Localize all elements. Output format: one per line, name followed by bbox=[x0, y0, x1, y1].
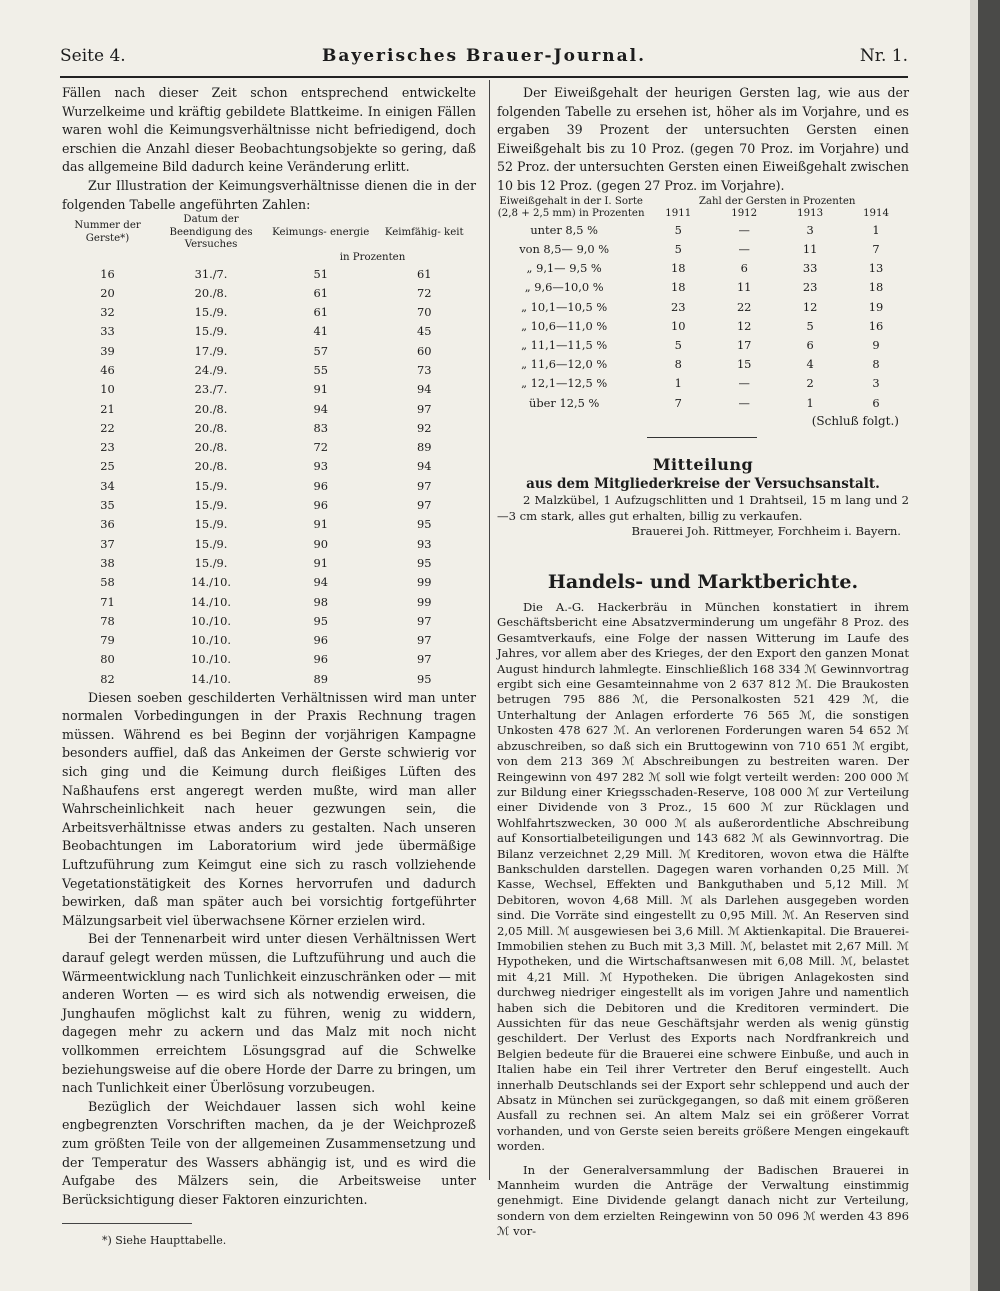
table-row bbox=[497, 393, 909, 412]
col-header: Datum der Beendigung des Versuches bbox=[169, 214, 253, 251]
table-cell: 46 bbox=[100, 362, 115, 377]
section-title: Handels- und Marktberichte. bbox=[547, 571, 859, 594]
table-cell: 15./9. bbox=[194, 555, 228, 570]
table-cell: 1 bbox=[806, 395, 814, 410]
table-cell: 33 bbox=[100, 324, 115, 339]
table-cell: 12 bbox=[736, 318, 752, 333]
germination-table bbox=[62, 214, 476, 689]
table-cell: „ 11,1—11,5 % bbox=[521, 337, 608, 352]
table-row bbox=[497, 336, 909, 355]
table-cell: 20./8. bbox=[194, 440, 228, 455]
table-cell: 95 bbox=[416, 517, 432, 532]
table-cell: 23 bbox=[100, 440, 115, 455]
table-row bbox=[62, 592, 476, 611]
table-cell: 51 bbox=[313, 266, 328, 281]
table-cell: 72 bbox=[416, 285, 432, 300]
table-cell: 94 bbox=[416, 459, 432, 474]
table-cell: „ 9,1— 9,5 % bbox=[526, 261, 602, 276]
paragraph: Die A.-G. Hackerbräu in München konstatiert in ihrem Geschäftsbericht eine Absatzverminderung um ungefähr 8 Proz. des Gesamtverkaufs, eine Folge der nassen Witterung im Laufe des Jahres, vor allem aber des Krieges, der den Export den ganzen Monat August hindurch lahmlegte. Einschließlich 168 334 ℳ Gewinnvortrag ergibt sich eine Gesamteinnahme von 2 637 812 ℳ. Die Braukosten betrugen 795 886 ℳ, die Personalkosten 521 429 ℳ, die Unterhaltung der Anlagen erforderte 76 565 ℳ, die sonstigen Unkosten 478 627 ℳ. An verlorenen Forderungen waren 54 652 ℳ abzuschreiben, so daß sich ein Bruttogewinn von 710 651 ℳ ergibt, von dem 213 369 ℳ Abschreibungen zu bestreiten waren. Der Reingewinn von 497 282 ℳ soll wie folgt verteilt werden: 200 000 ℳ zur Bildung einer Kriegsschaden-Reserve, 108 000 ℳ zur Verteilung einer Dividende von 3 Proz., 15 600 ℳ zur Rücklagen und Wohlfahrtszwecken, 30 000 ℳ als außerordentliche Abschreibung auf Konsortialbeteiligungen und 143 682 ℳ als Gewinnvortrag. Die Bilanz verzeichnet 2,29 Mill. ℳ Kreditoren, wovon etwa die Hälfte Bankschulden darstellen. Dagegen waren vorhanden 0,25 Mill. ℳ Kasse, Wechsel, Effekten und Bankguthaben und 5,12 Mill. ℳ Debitoren, wovon 4,68 Mill. ℳ als Darlehen ausgegeben worden sind. Die Vorräte sind eingestellt zu 0,95 Mill. ℳ. An Reserven sind 2,05 Mill. ℳ ausgewiesen bei 3,6 Mill. ℳ Aktienkapital. Die Brauerei-Immobilien stehen zu Buch mit 3,3 Mill. ℳ, belastet mit 2,67 Mill. ℳ Hypotheken, und die Wirtschaftsanwesen mit 6,08 Mill. ℳ, belastet mit 4,21 Mill. ℳ Hypotheken. Die übrigen Anlagekosten sind durchweg niedriger eingestellt als im vorigen Jahre und namentlich haben sich die Debitoren und die Kreditoren vermindert. Die Aussichten für das neue Geschäftsjahr werden als wenig günstig geschildert. Der Verlust des Exports nach Nordfrankreich und Belgien bedeute für die Brauerei eine schwere Einbuße, und auch in Italien habe ein Teil ihrer Vertreter den Beruf eingestellt. Auch innerhalb Deutschlands sei der Export sehr schleppend und auch der Absatz in München sei zurückgegangen, so daß mit einem größeren Ausfall zu rechnen sei. An altem Malz sei ein größerer Vorrat vorhanden, und von Gerste seien bereits größere Mengen eingekauft worden. bbox=[497, 600, 909, 1154]
table-cell: 97 bbox=[416, 498, 432, 513]
column-divider bbox=[489, 80, 490, 1180]
table-cell: 99 bbox=[416, 575, 432, 590]
notice-signature: Brauerei Joh. Rittmeyer, Forchheim i. Bayern. bbox=[631, 524, 901, 539]
table-cell: 10./10. bbox=[190, 652, 232, 667]
table-cell: 94 bbox=[416, 382, 432, 397]
table-row bbox=[497, 221, 909, 240]
table-cell: 6 bbox=[740, 261, 748, 276]
table-cell: 90 bbox=[313, 536, 328, 551]
table-cell: 34 bbox=[100, 478, 115, 493]
table-cell: 24./9. bbox=[194, 362, 228, 377]
table-row bbox=[62, 631, 476, 650]
table-cell: 18 bbox=[671, 280, 686, 295]
year-label: 1911 bbox=[665, 208, 692, 220]
table-cell: 20./8. bbox=[194, 459, 228, 474]
col-header: Eiweißgehalt in der I. Sorte (2,8 + 2,5 mm) in Prozenten bbox=[497, 195, 645, 220]
paragraph: Bei der Tennenarbeit wird unter diesen Verhältnissen Wert darauf gelegt werden müssen, die Luftzuführung und auch die Wärmeentwicklung nach Tunlichkeit einzuschränken oder — mit anderen Worten — es wird sich als notwendig erweisen, die Junghaufen möglichst kalt zu führen, wenig zu widdern, dagegen mehr zu ackern und das Malz mit noch nicht vollkommen erreichtem Lösungsgrad auf die Schwelke beziehungsweise auf die obere Horde der Darre zu bringen, um nach Tunlichkeit einer Überlösung vorzubeugen. bbox=[62, 931, 476, 1096]
table-row bbox=[62, 650, 476, 669]
paragraph: Zur Illustration der Keimungsverhältnisse dienen die in der folgenden Tabelle angeführten Zahlen: bbox=[62, 177, 476, 212]
table-cell: 73 bbox=[416, 362, 432, 377]
table-cell: 19 bbox=[868, 299, 884, 314]
table-cell: unter 8,5 % bbox=[530, 222, 598, 237]
table-cell: 38 bbox=[100, 555, 115, 570]
table-row bbox=[62, 554, 476, 573]
table-cell: 15./9. bbox=[194, 305, 228, 320]
unit-label: in Prozenten bbox=[339, 251, 406, 263]
table-cell: 21 bbox=[100, 401, 115, 416]
table-cell: 10 bbox=[100, 382, 115, 397]
table-cell: 72 bbox=[313, 440, 328, 455]
table-cell: 5 bbox=[674, 242, 682, 257]
table-cell: 22 bbox=[736, 299, 752, 314]
table-cell: — bbox=[738, 376, 750, 391]
table-cell: 55 bbox=[313, 362, 328, 377]
table-cell: 95 bbox=[313, 613, 328, 628]
table-cell: 5 bbox=[674, 337, 682, 352]
table-cell: 15./9. bbox=[194, 324, 228, 339]
table-cell: 5 bbox=[674, 222, 682, 237]
table-cell: 20 bbox=[100, 285, 115, 300]
table-cell: 20./8. bbox=[194, 285, 228, 300]
table-cell: 13 bbox=[868, 261, 884, 276]
table-cell: 6 bbox=[806, 337, 814, 352]
table-row bbox=[62, 496, 476, 515]
table-cell: 78 bbox=[100, 613, 115, 628]
table-cell: „ 11,6—12,0 % bbox=[521, 357, 608, 372]
paragraph: Diesen soeben geschilderten Verhältnissen wird man unter normalen Vorbedingungen in der Praxis Rechnung tragen müssen. Während es bei Beginn der vorjährigen Kampagne besonders auffiel, daß das Ankeimen der Gerste schwierig vor sich ging und die Keimung durch fleißiges Lüften des Naßhaufens erst angeregt werden mußte, wird man aller Wahrscheinlichkeit nach heuer gezwungen sein, die Arbeitsverhältnisse etwas anders zu gestalten. Nach unseren Beobachtungen im Laboratorium wird jede übermäßige Luftzuführung zum Keimgut eine sich zu rasch vollziehende Vegetationstätigkeit des Kornes hervorrufen und dadurch bewirken, daß man später auch bei vorsichtig fortgeführter Mälzungsarbeit viel überwachsene Körner erzielen wird. bbox=[62, 689, 476, 928]
notice-subtitle: aus dem Mitgliederkreise der Versuchsanstalt. bbox=[526, 475, 880, 492]
table-cell: 97 bbox=[416, 401, 432, 416]
table-cell: 91 bbox=[313, 517, 328, 532]
page-header bbox=[60, 46, 908, 72]
table-header bbox=[497, 196, 909, 209]
table-cell: 83 bbox=[313, 420, 328, 435]
protein-table bbox=[497, 196, 909, 413]
table-cell: 97 bbox=[416, 613, 432, 628]
table-cell: 20./8. bbox=[194, 420, 228, 435]
table-cell: 92 bbox=[416, 420, 432, 435]
table-row bbox=[497, 297, 909, 316]
table-cell: 96 bbox=[313, 633, 328, 648]
table-cell: 91 bbox=[313, 382, 328, 397]
table-cell: 97 bbox=[416, 633, 432, 648]
table-cell: 79 bbox=[100, 633, 115, 648]
header-rule bbox=[60, 76, 908, 78]
table-header bbox=[62, 214, 476, 252]
table-cell: 58 bbox=[100, 575, 115, 590]
col-header: Nummer der Gerste*) bbox=[74, 220, 141, 244]
paragraph: Der Eiweißgehalt der heurigen Gersten lag, wie aus der folgenden Tabelle zu ersehen ist, höher als im Vorjahre, und es ergaben 39 Prozent der untersuchten Gersten einen Eiweißgehalt bis zu 10 Proz. (gegen 70 Proz. im Vorjahre) und 52 Proz. der untersuchten Gersten einen Eiweißgehalt zwischen 10 bis 12 Proz. (gegen 27 Proz. im Vorjahre). bbox=[497, 85, 909, 193]
table-cell: 61 bbox=[313, 305, 328, 320]
right-column bbox=[497, 84, 909, 1240]
table-cell: 95 bbox=[416, 555, 432, 570]
table-cell: „ 10,1—10,5 % bbox=[521, 299, 608, 314]
table-cell: 33 bbox=[802, 261, 818, 276]
table-cell: 99 bbox=[416, 594, 432, 609]
table-cell: 45 bbox=[416, 324, 432, 339]
table-cell: 1 bbox=[872, 222, 880, 237]
table-row bbox=[497, 278, 909, 297]
table-row bbox=[497, 259, 909, 278]
table-cell: 95 bbox=[416, 671, 432, 686]
table-cell: 4 bbox=[806, 357, 814, 372]
table-cell: 18 bbox=[671, 261, 686, 276]
table-cell: 39 bbox=[100, 343, 115, 358]
table-cell: 10./10. bbox=[190, 613, 232, 628]
table-row bbox=[62, 380, 476, 399]
table-cell: 5 bbox=[806, 318, 814, 333]
table-row bbox=[62, 399, 476, 418]
table-cell: 97 bbox=[416, 652, 432, 667]
table-row bbox=[62, 457, 476, 476]
table-row bbox=[62, 669, 476, 688]
left-column bbox=[62, 84, 476, 1251]
table-cell: 60 bbox=[416, 343, 432, 358]
table-cell: 8 bbox=[674, 357, 682, 372]
table-cell: 18 bbox=[868, 280, 884, 295]
table-row bbox=[497, 240, 909, 259]
table-row bbox=[62, 515, 476, 534]
table-cell: 70 bbox=[416, 305, 432, 320]
table-cell: 97 bbox=[416, 478, 432, 493]
journal-title: Bayerisches Brauer-Journal. bbox=[321, 46, 647, 66]
table-cell: 17 bbox=[736, 337, 752, 352]
table-cell: 15./9. bbox=[194, 478, 228, 493]
table-cell: 2 bbox=[806, 376, 814, 391]
table-cell: 96 bbox=[313, 498, 328, 513]
table-cell: 15./9. bbox=[194, 536, 228, 551]
table-cell: von 8,5— 9,0 % bbox=[519, 242, 610, 257]
table-cell: 93 bbox=[313, 459, 328, 474]
table-cell: 6 bbox=[872, 395, 880, 410]
table-cell: 61 bbox=[416, 266, 432, 281]
footnote: *) Siehe Haupttabelle. bbox=[102, 1234, 227, 1248]
notice-title: Mitteilung bbox=[652, 455, 754, 475]
table-cell: 10 bbox=[671, 318, 686, 333]
paragraph: Bezüglich der Weichdauer lassen sich wohl keine engbegrenzten Vorschriften machen, da je der Weichprozeß zum größten Teile von der allgemeinen Zusammensetzung und der Temperatur des Wassers abhängig ist, und es wird die Aufgabe des Mälzers sein, die Arbeitsweise unter Berücksichtigung dieser Faktoren einzurichten. bbox=[62, 1098, 476, 1207]
col-header: Zahl der Gersten in Prozenten bbox=[698, 195, 856, 207]
continuation-note: (Schluß folgt.) bbox=[811, 414, 899, 429]
table-body bbox=[497, 221, 909, 413]
table-cell: 96 bbox=[313, 652, 328, 667]
table-cell: 89 bbox=[313, 671, 328, 686]
table-cell: 9 bbox=[872, 337, 880, 352]
separator bbox=[647, 437, 757, 438]
table-cell: 82 bbox=[100, 671, 115, 686]
table-cell: 37 bbox=[100, 536, 115, 551]
table-row bbox=[62, 303, 476, 322]
table-cell: 98 bbox=[313, 594, 328, 609]
table-cell: 14./10. bbox=[190, 671, 232, 686]
table-cell: „ 12,1—12,5 % bbox=[521, 376, 608, 391]
table-cell: 11 bbox=[802, 242, 818, 257]
table-cell: 14./10. bbox=[190, 594, 232, 609]
table-row bbox=[62, 612, 476, 631]
table-cell: 94 bbox=[313, 401, 328, 416]
table-cell: 57 bbox=[313, 343, 328, 358]
table-row bbox=[62, 534, 476, 553]
table-cell: — bbox=[738, 395, 750, 410]
table-cell: 41 bbox=[313, 324, 328, 339]
table-cell: 15 bbox=[736, 357, 752, 372]
table-cell: 31./7. bbox=[194, 266, 228, 281]
paragraph: Fällen nach dieser Zeit schon entsprechend entwickelte Wurzelkeime und kräftig gebildete Blattkeime. In einigen Fällen waren wohl die Keimungsverhältnisse nicht befriedigend, doch erschien die Anzahl dieser Beobachtungsobjekte so gering, daß das allgemeine Bild dadurch keine Veränderung erlitt. bbox=[62, 85, 476, 175]
table-cell: 20./8. bbox=[194, 401, 228, 416]
table-row bbox=[497, 355, 909, 374]
table-cell: 22 bbox=[100, 420, 115, 435]
year-label: 1914 bbox=[863, 208, 889, 220]
year-label: 1913 bbox=[797, 208, 824, 220]
table-cell: 16 bbox=[100, 266, 115, 281]
table-cell: 35 bbox=[100, 498, 115, 513]
table-cell: 89 bbox=[416, 440, 432, 455]
table-row bbox=[62, 264, 476, 283]
table-row bbox=[62, 283, 476, 302]
table-cell: 93 bbox=[416, 536, 432, 551]
table-cell: 36 bbox=[100, 517, 115, 532]
table-cell: 1 bbox=[674, 376, 682, 391]
table-cell: 71 bbox=[100, 594, 115, 609]
scan-margin bbox=[970, 0, 978, 1291]
table-row bbox=[62, 438, 476, 457]
table-cell: 15./9. bbox=[194, 517, 228, 532]
notice-text: 2 Malzkübel, 1 Aufzugschlitten und 1 Drahtseil, 15 m lang und 2—3 cm stark, alles gut erhalten, billig zu verkaufen. bbox=[497, 493, 909, 523]
issue-number: Nr. 1. bbox=[859, 46, 908, 66]
table-cell: 10./10. bbox=[190, 633, 232, 648]
table-cell: 23./7. bbox=[194, 382, 228, 397]
table-cell: über 12,5 % bbox=[529, 395, 600, 410]
table-row bbox=[62, 573, 476, 592]
table-cell: 7 bbox=[674, 395, 682, 410]
table-cell: 25 bbox=[100, 459, 115, 474]
table-row bbox=[62, 476, 476, 495]
table-cell: 61 bbox=[313, 285, 328, 300]
table-cell: 17./9. bbox=[194, 343, 228, 358]
table-row bbox=[497, 374, 909, 393]
table-row bbox=[62, 419, 476, 438]
table-cell: 91 bbox=[313, 555, 328, 570]
table-cell: 16 bbox=[868, 318, 884, 333]
paragraph: In der Generalversammlung der Badischen Brauerei in Mannheim wurden die Anträge der Verwaltung einstimmig genehmigt. Eine Dividende gelangt danach nicht zur Verteilung, sondern von dem erzielten Reingewinn von 50 096 ℳ werden 43 896 ℳ vor- bbox=[497, 1162, 909, 1239]
table-cell: 96 bbox=[313, 478, 328, 493]
page-label: Seite 4. bbox=[60, 46, 126, 66]
year-label: 1912 bbox=[731, 208, 758, 220]
col-header: Keimfähig- keit bbox=[384, 226, 464, 238]
table-row bbox=[62, 322, 476, 341]
table-cell: 3 bbox=[872, 376, 880, 391]
table-cell: 8 bbox=[872, 357, 880, 372]
table-row bbox=[62, 361, 476, 380]
table-cell: 14./10. bbox=[190, 575, 232, 590]
table-cell: — bbox=[738, 242, 750, 257]
table-cell: „ 9,6—10,0 % bbox=[524, 280, 604, 295]
table-cell: 80 bbox=[100, 652, 115, 667]
table-cell: 11 bbox=[736, 280, 752, 295]
table-cell: 94 bbox=[313, 575, 328, 590]
table-cell: 3 bbox=[806, 222, 814, 237]
table-row bbox=[497, 317, 909, 336]
table-row bbox=[62, 341, 476, 360]
table-cell: 7 bbox=[872, 242, 880, 257]
table-cell: 32 bbox=[100, 305, 115, 320]
table-cell: 23 bbox=[802, 280, 818, 295]
table-cell: 15./9. bbox=[194, 498, 228, 513]
col-header: Keimungs- energie bbox=[272, 226, 370, 238]
footnote-rule bbox=[62, 1223, 192, 1224]
table-cell: — bbox=[738, 222, 750, 237]
table-cell: 23 bbox=[671, 299, 686, 314]
table-cell: „ 10,6—11,0 % bbox=[521, 318, 608, 333]
scan-edge bbox=[978, 0, 1000, 1291]
table-body bbox=[62, 264, 476, 689]
table-cell: 12 bbox=[802, 299, 818, 314]
